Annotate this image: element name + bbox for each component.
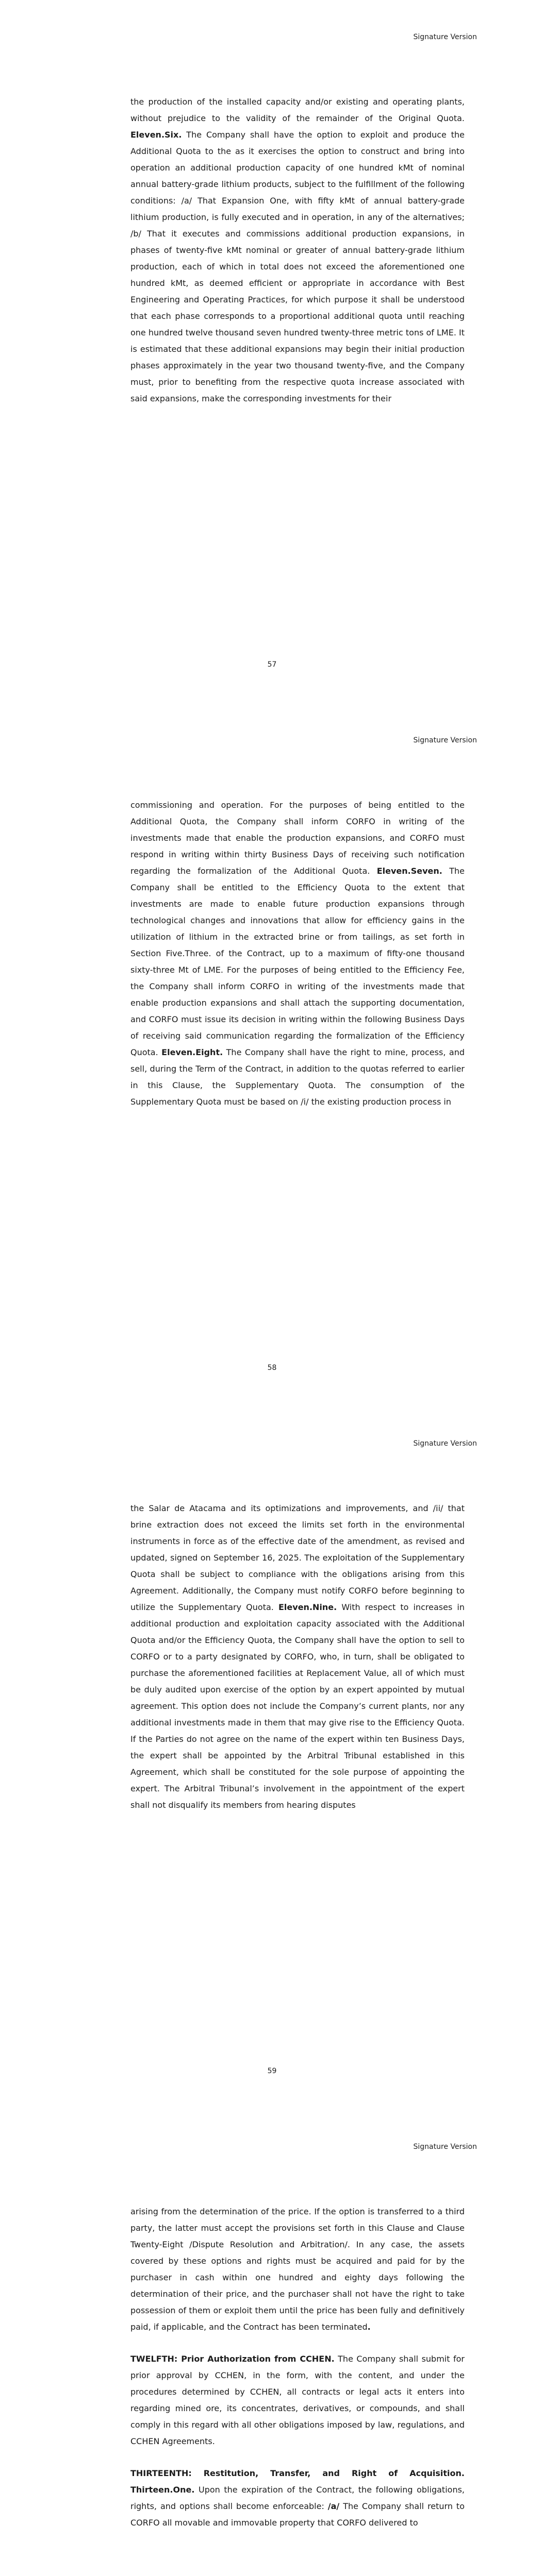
page-59	[0, 1406, 544, 2110]
bold-text-run: /a/	[327, 2501, 340, 2511]
text-run: The Company shall be entitled to the Efficiency Quota to the extent that investments are made to enable future production expansions through technological changes and innovations that allow for efficiency gains in the utilization of lithium in the extracted brine or from tailings, as set forth in Section Five.Three. of the Contract, up to a maximum of fifty-one thousand sixty-three Mt of LME. For the purposes of being entitled to the Efficiency Fee, the Company shall inform CORFO in writing of the investments made that enable production expansions and shall attach the supporting documentation, and CORFO must issue its decision in writing within the following Business Days of receiving said communication regarding the formalization of the Efficiency Quota.	[130, 866, 465, 1057]
text-run: The Company shall have the right to mine, process, and sell, during the Term of the Contract, in addition to the quotas referred to earlier in this Clause, the Supplementary Quota. The consumption of the Supplementary Quota must be based on /i/ the existing production process in	[130, 1047, 465, 1107]
text-run: the Salar de Atacama and its optimizations and improvements, and /ii/ that brine extraction does not exceed the limits set forth in the environmental instruments in force as of the effective date of the amendment, as revised and updated, signed on September 16, 2025. The exploitation of the Supplementary Quota shall be subject to compliance with the obligations arising from this Agreement. Additionally, the Company must notify CORFO before beginning to utilize the Supplementary Quota.	[130, 1503, 465, 1612]
page-58	[0, 703, 544, 1406]
page-60	[0, 2110, 544, 2576]
text-run: The Company shall have the option to exploit and produce the Additional Quota to the as it exercises the option to construct and bring into operation an additional production capacity of one hundred kMt of nominal annual battery-grade lithium products, subject to the fulfillment of the following conditions: /a/ That Expansion One, with fifty kMt of annual battery-grade lithium production, is fully executed and in operation, in any of the alternatives; /b/ That it executes and commissions additional production expansions, in phases of twenty-five kMt nominal or greater of annual battery-grade lithium production, each of which in total does not exceed the aforementioned one hundred kMt, as deemed efficient or appropriate in accordance with Best Engineering and Operating Practices, for which purpose it shall be understood that each phase corresponds to a proportional additional quota until reaching one hundred twelve thousand seven hundred twenty-three metric tons of LME. It is estimated that these additional expansions may begin their initial production phases approximately in the year two thousand twenty-five, and the Company must, prior to benefiting from the respective quota increase associated with said expansions, make the corresponding investments for their	[130, 130, 465, 403]
page-number: 57	[267, 660, 277, 669]
paragraph	[130, 2351, 465, 2450]
page-header: Signature Version	[413, 33, 477, 41]
bold-text-run: Eleven.Eight.	[161, 1047, 223, 1057]
bold-text-run: Eleven.Seven.	[376, 866, 442, 876]
bold-text-run: Eleven.Six.	[130, 130, 182, 140]
text-run: The Company shall submit for prior approval by CCHEN, in the form, with the content, and under the procedures determined by CCHEN, all contracts or legal acts it enters into regarding mined ore, its concentrates, derivatives, or compounds, and shall comply in this regard with all other obligations imposed by law, regulations, and CCHEN Agreements.	[130, 2354, 465, 2446]
paragraph	[130, 2204, 465, 2335]
bold-text-run: THIRTEENTH: Restitution, Transfer, and Right of Acquisition. Thirteen.One.	[130, 2468, 465, 2495]
page-body	[130, 1500, 465, 1814]
page-header: Signature Version	[413, 2143, 477, 2151]
page-number: 58	[267, 1364, 277, 1372]
text-run: Upon the expiration of the Contract, the following obligations, rights, and options shall become enforceable:	[130, 2485, 465, 2511]
page-header: Signature Version	[413, 1439, 477, 1448]
text-run: commissioning and operation. For the purposes of being entitled to the Additional Quota, the Company shall inform CORFO in writing of the investments made that enable the production expansions, and CORFO must respond in writing within thirty Business Days of receiving such notification regarding the formalization of the Additional Quota.	[130, 800, 465, 876]
text-run: arising from the determination of the price. If the option is transferred to a third party, the latter must accept the provisions set forth in this Clause and Clause Twenty-Eight /Dispute Resolution and Arbitration/. In any case, the assets covered by these options and rights must be acquired and paid for by the purchaser in cash within one hundred and eighty days following the determination of their price, and the purchaser shall not have the right to take possession of them or exploit them until the price has been fully and definitively paid, if applicable, and the Contract has been terminated	[130, 2207, 465, 2332]
page-57	[0, 0, 544, 703]
page-body	[130, 2204, 465, 2531]
text-run: The Company shall return to CORFO all movable and immovable property that CORFO delivered to	[130, 2501, 465, 2528]
bold-text-run: Eleven.Nine.	[278, 1602, 337, 1612]
paragraph	[130, 94, 465, 407]
text-run: With respect to increases in additional production and exploitation capacity associated with the Additional Quota and/or the Efficiency Quota, the Company shall have the option to sell to CORFO or to a party designated by CORFO, who, in turn, shall be obligated to purchase the aforementioned facilities at Replacement Value, all of which must be duly audited upon exercise of the option by an expert appointed by mutual agreement. This option does not include the Company’s current plants, nor any additional investments made in them that may give rise to the Efficiency Quota. If the Parties do not agree on the name of the expert within ten Business Days, the expert shall be appointed by the Arbitral Tribunal established in this Agreement, which shall be constituted for the sole purpose of appointing the expert. The Arbitral Tribunal’s involvement in the appointment of the expert shall not disqualify its members from hearing disputes	[130, 1602, 465, 1810]
page-body	[130, 797, 465, 1110]
paragraph	[130, 2465, 465, 2531]
page-header: Signature Version	[413, 736, 477, 744]
bold-text-run: TWELFTH: Prior Authorization from CCHEN.	[130, 2354, 335, 2364]
paragraph	[130, 797, 465, 1110]
bold-text-run: .	[367, 2322, 371, 2332]
text-run: the production of the installed capacity and/or existing and operating plants, without prejudice to the validity of the remainder of the Original Quota.	[130, 97, 465, 123]
page-body	[130, 94, 465, 407]
page-number: 59	[267, 2067, 277, 2075]
paragraph	[130, 1500, 465, 1814]
